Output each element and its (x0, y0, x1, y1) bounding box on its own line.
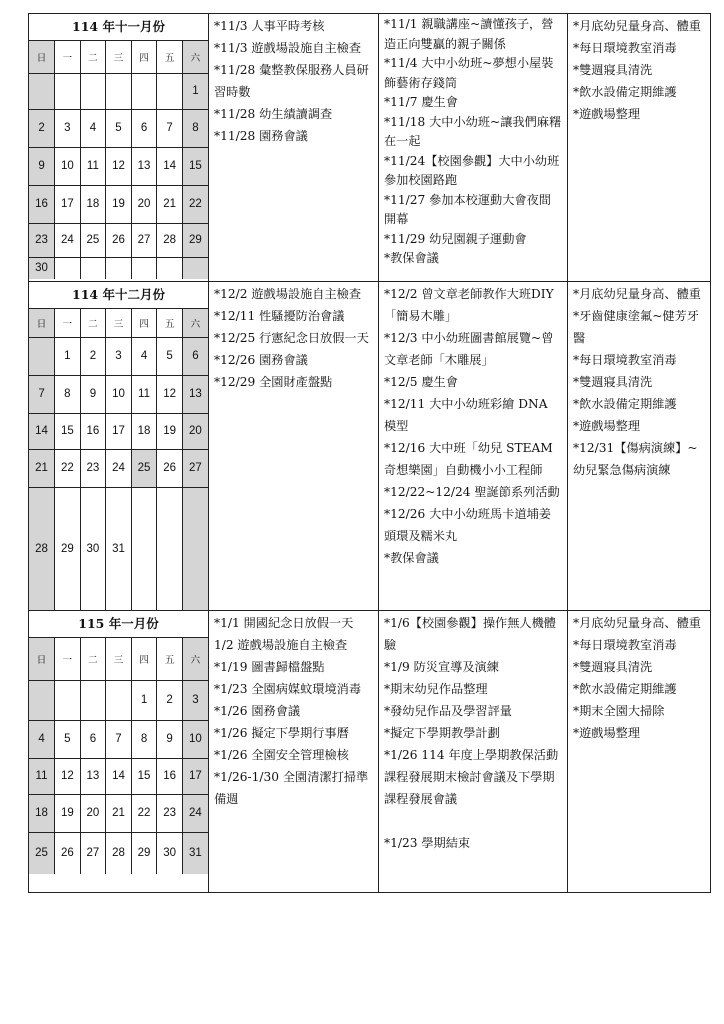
note-item: *11/28 幼生績讀調查 (214, 107, 333, 121)
day-cell: 12 (55, 758, 81, 794)
day-cell: 25 (29, 832, 55, 874)
day-cell: 7 (106, 720, 132, 758)
weekday-header: 四 (131, 41, 157, 73)
day-cell: 23 (157, 794, 183, 832)
note-item: *期末幼兒作品整理 (384, 682, 488, 696)
note-item: *11/3 人事平時考核 (214, 19, 325, 33)
day-cell: 26 (157, 449, 183, 487)
day-cell: 26 (55, 832, 81, 874)
day-cell (29, 73, 55, 109)
day-cell: 30 (80, 487, 106, 610)
day-cell: 11 (80, 147, 106, 185)
day-cell: 10 (106, 375, 132, 413)
month-row-november (29, 14, 711, 282)
day-cell (106, 257, 132, 279)
weekday-header: 一 (55, 41, 81, 73)
weekday-header: 六 (182, 638, 208, 680)
day-cell: 28 (106, 832, 132, 874)
note-item: *11/3 遊戲場設施自主檢查 (214, 41, 362, 55)
note-item: *擬定下學期教學計劃 (384, 726, 500, 740)
day-cell (55, 73, 81, 109)
day-cell: 26 (106, 223, 132, 257)
day-cell: 4 (80, 109, 106, 147)
day-cell: 5 (55, 720, 81, 758)
note-item: *12/2 遊戲場設施自主檢查 (214, 287, 362, 301)
day-cell: 4 (29, 720, 55, 758)
day-cell: 13 (182, 375, 208, 413)
month-row-january (29, 611, 711, 893)
day-cell: 11 (131, 375, 157, 413)
day-cell: 3 (182, 680, 208, 720)
note-item: *遊戲場整理 (573, 107, 641, 121)
weekday-header: 六 (182, 41, 208, 73)
day-cell: 24 (182, 794, 208, 832)
note-item: *11/28 園務會議 (214, 129, 308, 143)
day-cell: 20 (131, 185, 157, 223)
day-cell: 22 (131, 794, 157, 832)
note-item: *11/1 親職講座~讀懂孩子，營造正向雙贏的親子關係 (384, 17, 554, 51)
weekday-header: 日 (29, 309, 55, 337)
note-item: *12/3 中小幼班圖書館展覽~曾文章老師「木雕展」 (384, 331, 554, 367)
day-cell: 22 (55, 449, 81, 487)
weekday-header: 三 (106, 41, 132, 73)
day-cell: 6 (80, 720, 106, 758)
note-item: *1/26 園務會議 (214, 704, 301, 718)
weekday-header: 二 (80, 638, 106, 680)
day-cell: 9 (157, 720, 183, 758)
note-item: *12/22~12/24 聖誕節系列活動 (384, 485, 560, 499)
weekday-header: 一 (55, 638, 81, 680)
day-cell: 15 (131, 758, 157, 794)
day-cell (131, 73, 157, 109)
day-cell: 28 (157, 223, 183, 257)
day-cell: 2 (80, 337, 106, 375)
weekday-header: 六 (182, 309, 208, 337)
admin-column (209, 611, 379, 893)
day-cell: 16 (29, 185, 55, 223)
day-cell: 15 (55, 413, 81, 449)
day-cell: 21 (29, 449, 55, 487)
note-item: *月底幼兒量身高、體重 (573, 287, 701, 301)
day-cell: 29 (55, 487, 81, 610)
note-item: *11/18 大中小幼班~讓我們麻糬在一起 (384, 114, 562, 148)
day-cell: 23 (80, 449, 106, 487)
note-item: *遊戲場整理 (573, 419, 641, 433)
note-item: *牙齒健康塗氟~健芳牙醫 (573, 309, 699, 345)
day-cell: 12 (106, 147, 132, 185)
day-cell: 13 (80, 758, 106, 794)
day-cell: 1 (182, 73, 208, 109)
weekday-header: 二 (80, 41, 106, 73)
day-cell: 10 (182, 720, 208, 758)
note-item: *12/16 大中班「幼兒 STEAM 奇想樂園」自動機小小工程師 (384, 441, 553, 477)
weekday-header: 日 (29, 41, 55, 73)
note-item: *遊戲場整理 (573, 726, 641, 740)
note-item: *雙週寢具清洗 (573, 63, 653, 77)
admin-notes (209, 282, 378, 397)
health-column (568, 611, 711, 893)
note-item: *發幼兒作品及學習評量 (384, 704, 512, 718)
day-cell: 8 (55, 375, 81, 413)
day-cell: 19 (55, 794, 81, 832)
day-cell: 11 (29, 758, 55, 794)
day-cell (131, 487, 157, 610)
note-item: *每日環境教室消毒 (573, 638, 677, 652)
day-cell: 30 (29, 257, 55, 279)
activities-column (379, 282, 568, 611)
mini-calendar (29, 41, 208, 279)
day-cell: 25 (80, 223, 106, 257)
weekday-header: 四 (131, 638, 157, 680)
day-cell: 16 (80, 413, 106, 449)
day-cell: 16 (157, 758, 183, 794)
admin-column (209, 282, 379, 611)
activity-notes (379, 611, 567, 858)
day-cell: 22 (182, 185, 208, 223)
day-cell: 14 (29, 413, 55, 449)
note-item: *1/23 全園病媒蚊環境消毒 (214, 682, 362, 696)
day-cell: 1 (55, 337, 81, 375)
day-cell: 24 (106, 449, 132, 487)
day-cell: 8 (131, 720, 157, 758)
day-cell: 5 (157, 337, 183, 375)
weekday-header: 五 (157, 638, 183, 680)
day-cell: 27 (131, 223, 157, 257)
health-column (568, 14, 711, 282)
day-cell (157, 487, 183, 610)
note-item: *飲水設備定期維護 (573, 397, 677, 411)
day-cell: 4 (131, 337, 157, 375)
day-cell-holiday: 25 (131, 449, 157, 487)
day-cell (182, 487, 208, 610)
day-cell (80, 680, 106, 720)
day-cell: 20 (182, 413, 208, 449)
month-title: 114 年十二月份 (29, 282, 208, 309)
day-cell: 9 (80, 375, 106, 413)
day-cell: 10 (55, 147, 81, 185)
note-item: *1/1 開國紀念日放假一天 (214, 616, 354, 630)
day-cell: 7 (29, 375, 55, 413)
day-cell: 21 (106, 794, 132, 832)
day-cell (106, 680, 132, 720)
weekday-header: 一 (55, 309, 81, 337)
note-item: *1/6【校園參觀】操作無人機體驗 (384, 616, 556, 652)
note-item: *1/26 擬定下學期行事曆 (214, 726, 349, 740)
day-cell: 29 (131, 832, 157, 874)
note-item: *12/11 大中小幼班彩繪 DNA 模型 (384, 397, 548, 433)
day-cell: 12 (157, 375, 183, 413)
health-notes (568, 14, 710, 129)
day-cell: 23 (29, 223, 55, 257)
note-item: *12/11 性騷擾防治會議 (214, 309, 345, 323)
day-cell: 31 (106, 487, 132, 610)
note-item: *11/28 彙整教保服務人員研習時數 (214, 63, 369, 99)
day-cell: 30 (157, 832, 183, 874)
note-item: *12/26 園務會議 (214, 353, 308, 367)
note-item: *11/27 參加本校運動大會夜間開幕 (384, 192, 551, 226)
note-item: *11/24【校園參觀】大中小幼班參加校園路跑 (384, 153, 560, 187)
weekday-header: 五 (157, 309, 183, 337)
note-item: *月底幼兒量身高、體重 (573, 616, 701, 630)
note-item: *月底幼兒量身高、體重 (573, 19, 701, 33)
day-cell: 29 (182, 223, 208, 257)
note-item: *12/29 全園財產盤點 (214, 375, 333, 389)
day-cell: 17 (106, 413, 132, 449)
month-calendar (29, 14, 209, 282)
note-item: *12/5 慶生會 (384, 375, 458, 389)
day-cell (80, 257, 106, 279)
note-item: *飲水設備定期維護 (573, 85, 677, 99)
note-item: *每日環境教室消毒 (573, 353, 677, 367)
note-item: *11/7 慶生會 (384, 95, 458, 109)
month-row-december (29, 282, 711, 611)
note-item: *12/25 行憲紀念日放假一天 (214, 331, 369, 345)
day-cell: 2 (29, 109, 55, 147)
month-calendar (29, 611, 209, 893)
day-cell: 9 (29, 147, 55, 185)
health-notes (568, 282, 710, 485)
day-cell (131, 257, 157, 279)
day-cell (157, 257, 183, 279)
note-item: *12/2 曾文章老師教作大班DIY「簡易木雕」 (384, 287, 554, 323)
day-cell: 19 (106, 185, 132, 223)
activity-notes (379, 14, 567, 273)
weekday-header: 四 (131, 309, 157, 337)
day-cell: 18 (80, 185, 106, 223)
day-cell: 27 (182, 449, 208, 487)
health-column (568, 282, 711, 611)
note-item: *1/26 114 年度上學期教保活動課程發展期末檢討會議及下學期課程發展會議 (384, 748, 559, 806)
note-item: *期末全園大掃除 (573, 704, 665, 718)
day-cell (182, 257, 208, 279)
weekday-header: 三 (106, 638, 132, 680)
note-item: *1/9 防災宣導及演練 (384, 660, 499, 674)
day-cell (106, 73, 132, 109)
note-item: 1/2 遊戲場設施自主檢查 (214, 638, 348, 652)
note-item: *飲水設備定期維護 (573, 682, 677, 696)
note-item (384, 810, 563, 832)
day-cell (80, 73, 106, 109)
day-cell (29, 337, 55, 375)
day-cell (55, 257, 81, 279)
admin-column (209, 14, 379, 282)
day-cell: 18 (29, 794, 55, 832)
activity-notes (379, 282, 567, 573)
day-cell: 15 (182, 147, 208, 185)
day-cell: 8 (182, 109, 208, 147)
day-cell: 6 (131, 109, 157, 147)
note-item: *11/29 幼兒園親子運動會 (384, 231, 527, 246)
day-cell: 13 (131, 147, 157, 185)
month-title: 114 年十一月份 (29, 14, 208, 41)
day-cell: 14 (157, 147, 183, 185)
admin-notes (209, 611, 378, 814)
day-cell: 7 (157, 109, 183, 147)
day-cell: 17 (55, 185, 81, 223)
health-notes (568, 611, 710, 748)
day-cell: 17 (182, 758, 208, 794)
day-cell (29, 680, 55, 720)
note-item: *1/23 學期結束 (384, 836, 471, 850)
note-item: *12/26 大中小幼班馬卡道埔姜頭環及糯米丸 (384, 507, 551, 543)
note-item: *教保會議 (384, 251, 439, 265)
weekday-header: 日 (29, 638, 55, 680)
day-cell: 24 (55, 223, 81, 257)
weekday-header: 五 (157, 41, 183, 73)
note-item: *12/31【傷病演練】~幼兒緊急傷病演練 (573, 441, 698, 477)
admin-notes (209, 14, 378, 151)
month-calendar (29, 282, 209, 611)
weekday-header: 三 (106, 309, 132, 337)
note-item: *雙週寢具清洗 (573, 375, 653, 389)
school-calendar-table (28, 13, 711, 893)
day-cell: 2 (157, 680, 183, 720)
note-item: *11/4 大中小幼班~夢想小屋裝飾藝術存錢筒 (384, 56, 554, 90)
day-cell: 14 (106, 758, 132, 794)
note-item: *1/19 圖書歸檔盤點 (214, 660, 325, 674)
day-cell: 19 (157, 413, 183, 449)
activities-column (379, 14, 568, 282)
note-item: *雙週寢具清洗 (573, 660, 653, 674)
day-cell (55, 680, 81, 720)
note-item: *1/26-1/30 全園清潔打掃準備週 (214, 770, 369, 806)
day-cell: 3 (55, 109, 81, 147)
day-cell: 21 (157, 185, 183, 223)
day-cell: 28 (29, 487, 55, 610)
weekday-header: 二 (80, 309, 106, 337)
mini-calendar (29, 309, 208, 610)
month-title: 115 年一月份 (29, 611, 208, 638)
day-cell: 5 (106, 109, 132, 147)
note-item: *1/26 全園安全管理檢核 (214, 748, 349, 762)
day-cell: 3 (106, 337, 132, 375)
day-cell: 18 (131, 413, 157, 449)
day-cell: 1 (131, 680, 157, 720)
activities-column (379, 611, 568, 893)
day-cell: 20 (80, 794, 106, 832)
note-item: *每日環境教室消毒 (573, 41, 677, 55)
mini-calendar (29, 638, 208, 874)
day-cell (157, 73, 183, 109)
day-cell: 6 (182, 337, 208, 375)
day-cell: 31 (182, 832, 208, 874)
day-cell: 27 (80, 832, 106, 874)
note-item: *教保會議 (384, 551, 439, 565)
